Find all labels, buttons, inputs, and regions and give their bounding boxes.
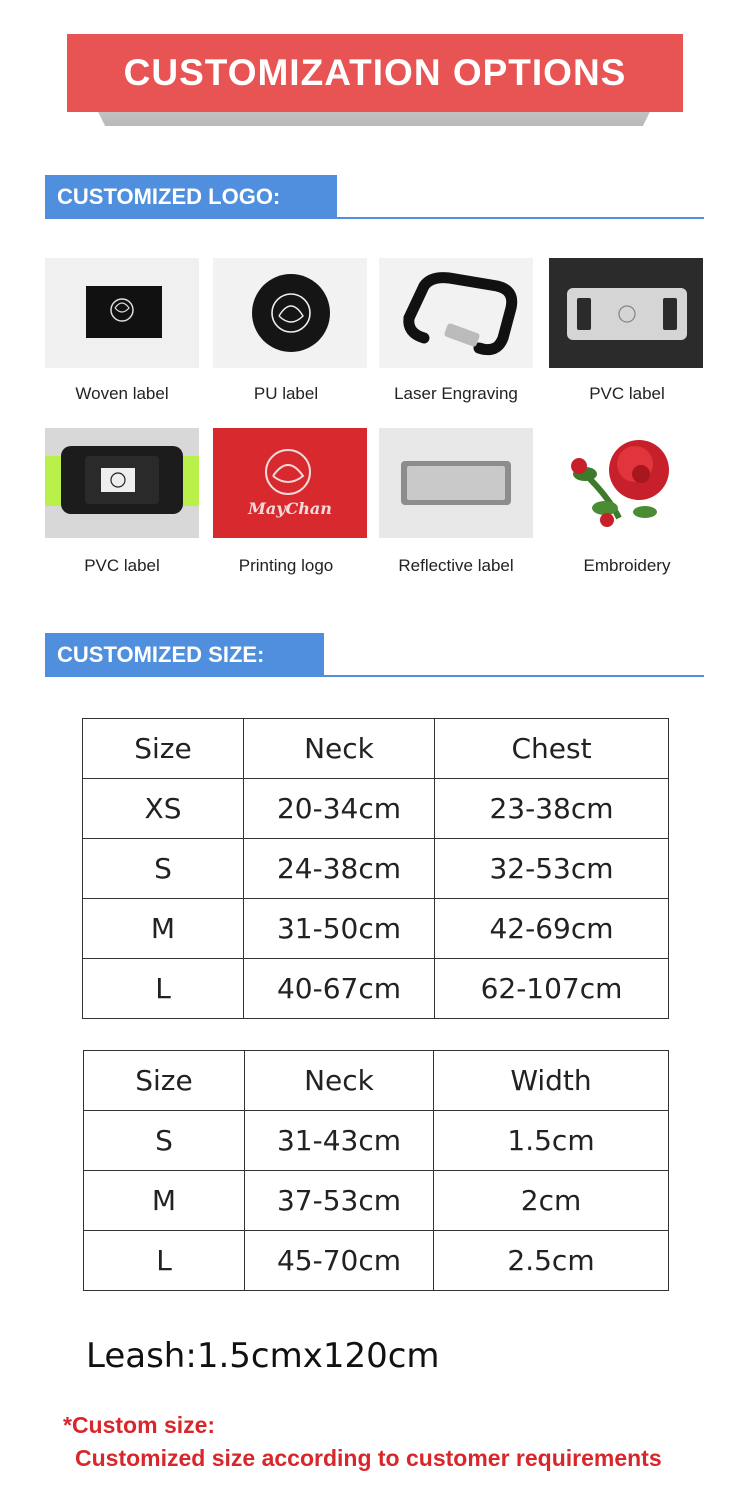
pu-label-image xyxy=(213,258,367,368)
table-cell: 42-69cm xyxy=(435,899,669,959)
table-header-cell: Neck xyxy=(244,719,435,779)
logo-caption: Laser Engraving xyxy=(394,384,518,403)
table-row xyxy=(83,839,669,899)
table-cell: 2cm xyxy=(434,1171,669,1231)
table-row xyxy=(83,779,669,839)
logo-section-header xyxy=(45,175,704,219)
table-cell: 31-43cm xyxy=(245,1111,434,1171)
section-divider xyxy=(45,217,704,219)
table-header-cell: Width xyxy=(434,1051,669,1111)
logo-caption: PU label xyxy=(253,384,319,403)
harness-size-table xyxy=(82,718,669,1019)
logo-caption: PVC label xyxy=(589,384,665,403)
reflective-label-image xyxy=(379,428,533,538)
carabiner-image xyxy=(379,258,533,368)
table-cell: 2.5cm xyxy=(434,1231,669,1291)
logo-caption: PVC label xyxy=(84,556,160,575)
table-cell: 37-53cm xyxy=(245,1171,434,1231)
pvc-buckle-image xyxy=(549,258,703,368)
table-header-cell: Neck xyxy=(245,1051,434,1111)
table-cell: 62-107cm xyxy=(435,959,669,1019)
table-row xyxy=(84,1231,669,1291)
printed-logo-image xyxy=(213,428,367,538)
custom-size-note: Customized size according to customer requirements xyxy=(75,1445,662,1471)
woven-label-image xyxy=(45,258,199,368)
table-cell: S xyxy=(83,839,244,899)
table-cell: L xyxy=(84,1231,245,1291)
table-cell: XS xyxy=(83,779,244,839)
table-cell: 40-67cm xyxy=(244,959,435,1019)
table-header-row xyxy=(83,719,669,779)
table-cell: M xyxy=(83,899,244,959)
table-cell: 31-50cm xyxy=(244,899,435,959)
section-divider xyxy=(45,675,704,677)
table-cell: 45-70cm xyxy=(245,1231,434,1291)
table-cell: S xyxy=(84,1111,245,1171)
table-header-cell: Chest xyxy=(435,719,669,779)
size-section-header xyxy=(45,633,704,677)
logo-caption: Woven label xyxy=(75,384,169,403)
collar-size-table xyxy=(83,1050,669,1291)
table-cell: 23-38cm xyxy=(435,779,669,839)
brand-text: MayChan xyxy=(248,499,332,518)
leash-size: Leash:1.5cmx120cm xyxy=(86,1336,440,1376)
table-header-cell: Size xyxy=(83,719,244,779)
table-cell: L xyxy=(83,959,244,1019)
table-row xyxy=(83,899,669,959)
table-cell: 1.5cm xyxy=(434,1111,669,1171)
table-cell: M xyxy=(84,1171,245,1231)
pvc-collar-image xyxy=(45,428,199,538)
logo-section-title: CUSTOMIZED LOGO: xyxy=(45,175,337,219)
logo-caption: Embroidery xyxy=(583,556,671,575)
logo-caption: Printing logo xyxy=(238,556,334,575)
table-header-cell: Size xyxy=(84,1051,245,1111)
size-section-title: CUSTOMIZED SIZE: xyxy=(45,633,324,677)
page-title: CUSTOMIZATION OPTIONS xyxy=(67,34,683,112)
table-row xyxy=(83,959,669,1019)
rose-embroidery-image xyxy=(549,428,703,538)
table-header-row xyxy=(84,1051,669,1111)
logo-caption: Reflective label xyxy=(398,556,514,575)
custom-size-title: *Custom size: xyxy=(63,1412,216,1438)
table-cell: 32-53cm xyxy=(435,839,669,899)
table-row xyxy=(84,1171,669,1231)
table-cell: 20-34cm xyxy=(244,779,435,839)
table-row xyxy=(84,1111,669,1171)
table-cell: 24-38cm xyxy=(244,839,435,899)
